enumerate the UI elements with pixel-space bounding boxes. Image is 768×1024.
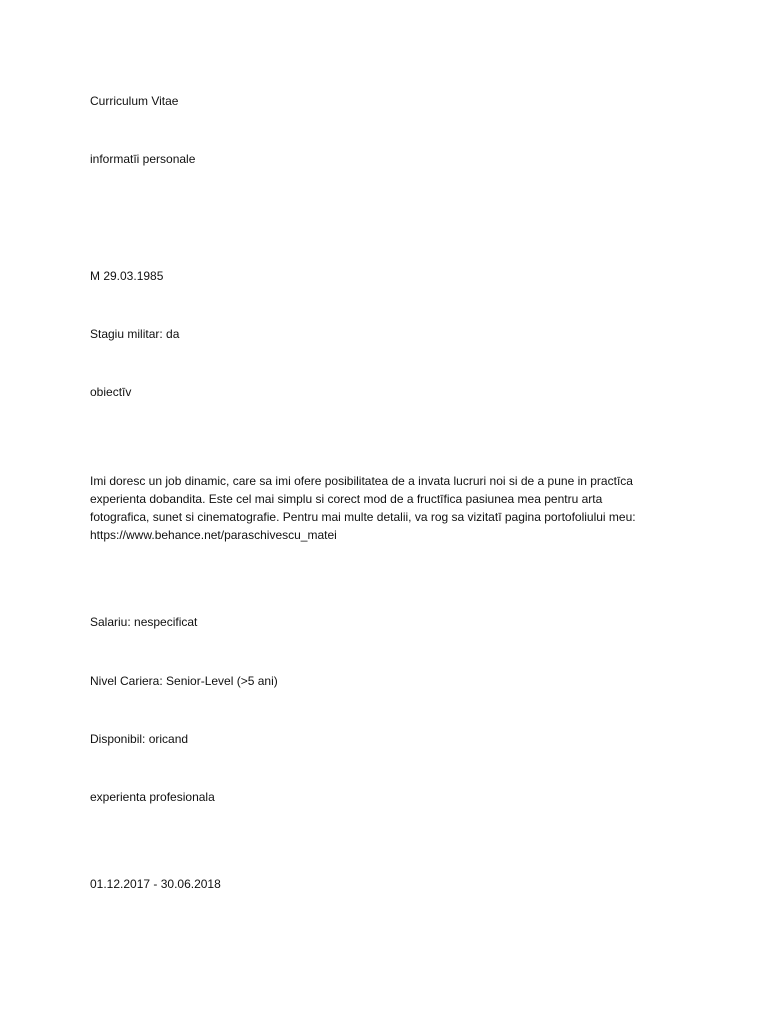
military-service: Stagiu militar: da: [90, 327, 180, 341]
birth-date: M 29.03.1985: [90, 269, 164, 283]
objective-line: Imi doresc un job dinamic, care sa imi ofere posibilitatea de a invata lucruri noi si de a pune in practīca: [90, 474, 633, 488]
availability: Disponibil: oricand: [90, 732, 189, 746]
experience-period: 01.12.2017 - 30.06.2018: [90, 877, 221, 891]
document-title: Curriculum Vitae: [90, 94, 179, 108]
objective-line: experienta dobandita. Este cel mai simplu si corect mod de a fructīfica pasiunea mea pentru arta: [90, 492, 603, 506]
experience-heading: experienta profesionala: [90, 790, 215, 804]
career-level: Nivel Cariera: Senior-Level (>5 ani): [90, 674, 278, 688]
objective-paragraph: [90, 472, 690, 544]
personal-info-heading: informatīi personale: [90, 152, 196, 166]
objective-line: fotografica, sunet si cinematografie. Pentru mai multe detalii, va rog sa vizitatī pagina portofoliului meu:: [90, 510, 636, 524]
portfolio-link: https://www.behance.net/paraschivescu_matei: [90, 528, 337, 542]
objective-heading: obiectīv: [90, 385, 132, 399]
salary: Salariu: nespecificat: [90, 615, 198, 629]
